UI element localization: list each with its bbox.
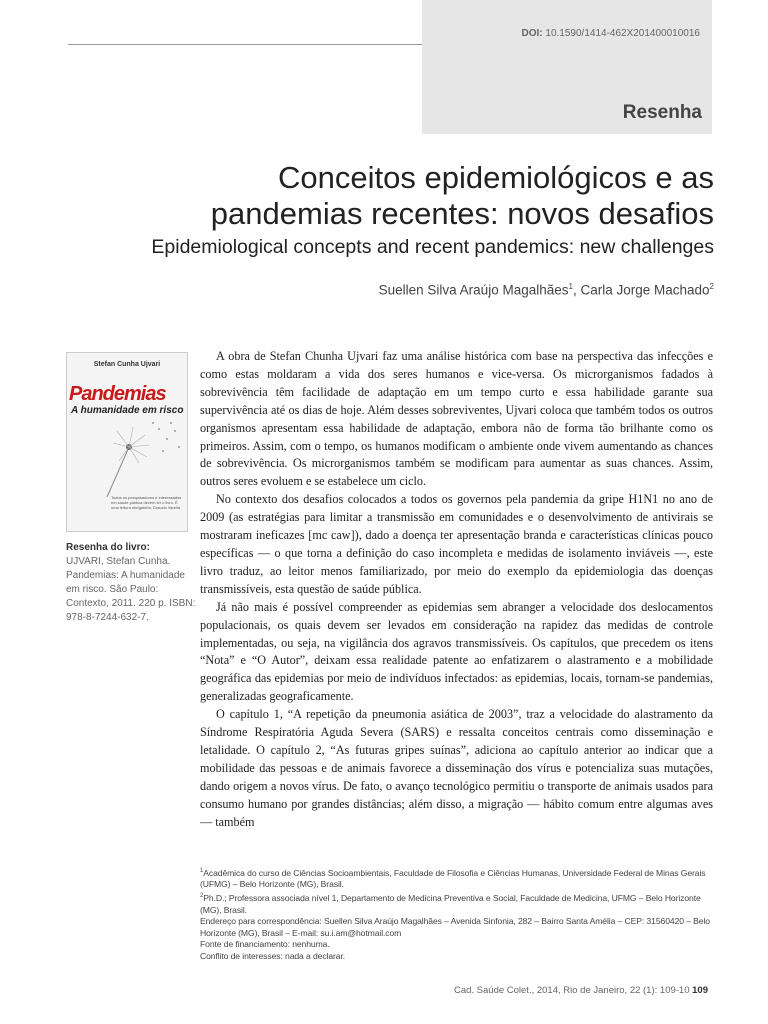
body-paragraph-3: Já não mais é possível compreender as epidemias sem abranger a velocidade dos deslocamentos populacionais, os quais devem ser levados em consideração na rapidez das medidas de controle implementadas, ou seja, na vigilância dos agravos transmissíveis. Os capítulos, que precedem os itens “Nota” e “O Autor”, deixam essa realidade patente ao enfatizarem o alastramento e a mobilidade geográfica das epidemias por meio de indivíduos infectados: as epidemias, locais, tornam-se pandemias, generalizadas geograficamente. bbox=[200, 599, 713, 704]
author-separator: , bbox=[572, 282, 581, 298]
footnotes bbox=[200, 866, 720, 962]
book-cover bbox=[66, 352, 188, 532]
review-info-details: UJVARI, Stefan Cunha. Pandemias: A humanidade em risco. São Paulo: Contexto, 2011. 220 p. ISBN: 978-8-7244-632-7. bbox=[66, 556, 196, 623]
doi-link[interactable]: 10.1590/1414-462X201400010016 bbox=[545, 28, 700, 39]
author-2: Carla Jorge Machado bbox=[580, 282, 710, 298]
article-title-line2: pandemias recentes: novos desafios bbox=[210, 196, 714, 231]
dandelion-illustration bbox=[67, 417, 188, 497]
footnote-1-marker: 1 bbox=[200, 868, 204, 874]
body-paragraph-1: A obra de Stefan Chunha Ujvari faz uma análise histórica com base na perspectiva das infecções e como estas moldaram a vida dos seres humanos e vice-versa. Os microrganismos fadados à sobrevivência têm facilidade de adaptação em um tempo curto e essa habilidade garante sua supervivência até os dias de hoje. Além desses sobreviventes, Ujvari coloca que também todos os outros organismos apresentam essa habilidade de adaptação, embora não de forma tão brilhante como os primeiros. Assim, com o tempo, os humanos modificam o ambiente onde vivem aumentando as chances de sobrevivência. Os microrganismos também se modificam para aumentar as suas chances. Assim, outros seres evoluem e se estabelece um ciclo. bbox=[200, 349, 713, 489]
page-number: 109 bbox=[692, 985, 708, 996]
funding-note: Fonte de financiamento: nenhuma. bbox=[200, 939, 330, 950]
footnote-2 bbox=[200, 891, 720, 916]
cover-author: Stefan Cunha Ujvari bbox=[93, 361, 161, 368]
correspondence-address: Endereço para correspondência: Suellen Silva Araújo Magalhães – Avenida Sinfonia, 282 – Bairro Santa Amélia – CEP: 31560420 – Belo Horizonte (MG), Brasil – E-mail: su.i.am@hotmail.com bbox=[200, 916, 710, 938]
body-paragraph-4: O capítulo 1, “A repetição da pneumonia asiática de 2003”, traz a velocidade do alastramento da Síndrome Respiratória Aguda Severa (SARS) e ressalta conceitos centrais como disseminação e letalidade. O capítulo 2, “As futuras gripes suínas”, adiciona ao capítulo anterior ao indicar que a mobilidade das pessoas e de animais favorece a disseminação dos vírus e potencializa suas mutações, dando origem a novos vírus. De fato, o avanço tecnológico permitiu o transporte de animais usados para consumo humano por grandes distâncias; além disso, a migração — hábito comum entre algumas aves — também bbox=[200, 707, 713, 829]
body-paragraph-2: No contexto dos desafios colocados a todos os governos pela pandemia da gripe H1N1 no ano de 2009 (as estratégias para limitar a transmissão em comunidades e o desenvolvimento de antivirais se mostraram ineficazes [mc caw]), dado a doença ter apresentação branda e características clínicas pouco específicas — o que torna a definição do caso incompleta e medidas de isolamento inviáveis —, este livro traduz, ao leitor menos familiarizado, por meio do exemplo da epidemiologia das doenças transmissíveis, esta questão de saúde pública. bbox=[200, 492, 713, 596]
cover-quote: Todos os pesquisadores e interessados em saúde pública devem ler o livro. É uma leitura obrigatória. Drauzio Varella bbox=[111, 495, 182, 510]
doi-line bbox=[522, 28, 701, 39]
footnote-1 bbox=[200, 866, 720, 891]
cover-subtitle: A humanidade em risco bbox=[71, 405, 184, 416]
section-label: Resenha bbox=[622, 102, 702, 123]
review-info bbox=[66, 541, 196, 625]
author-2-affiliation: 2 bbox=[709, 282, 714, 291]
footnote-1-text: Acadêmica do curso de Ciências Socioambientais, Faculdade de Filosofia e Ciências Humanas, Universidade Federal de Minas Gerais (UFMG) – Belo Horizonte (MG), Brasil. bbox=[200, 867, 706, 890]
review-info-heading: Resenha do livro: bbox=[66, 542, 150, 553]
footnote-2-text: Ph.D.; Professora associada nível 1, Departamento de Medicina Preventiva e Social, Faculdade de Medicina, UFMG – Belo Horizonte (MG), Brasil. bbox=[200, 892, 701, 915]
article-title-line1: Conceitos epidemiológicos e as bbox=[278, 160, 714, 195]
doi-label: DOI: bbox=[521, 28, 543, 39]
conflict-note: Conflito de interesses: nada a declarar. bbox=[200, 950, 346, 961]
author-1: Suellen Silva Araújo Magalhães bbox=[378, 282, 569, 298]
author-list bbox=[379, 282, 714, 298]
footnote-2-marker: 2 bbox=[200, 893, 204, 900]
footer-citation: Cad. Saúde Colet., 2014, Rio de Janeiro, 22 (1): 109-10 bbox=[453, 985, 690, 996]
page-footer bbox=[454, 985, 708, 996]
article-body bbox=[200, 348, 713, 831]
author-1-affiliation: 1 bbox=[568, 282, 573, 291]
header-rule bbox=[68, 44, 422, 45]
article-subtitle: Epidemiological concepts and recent pandemics: new challenges bbox=[151, 236, 714, 258]
cover-title: Pandemias bbox=[69, 383, 166, 405]
article-title bbox=[94, 160, 714, 232]
